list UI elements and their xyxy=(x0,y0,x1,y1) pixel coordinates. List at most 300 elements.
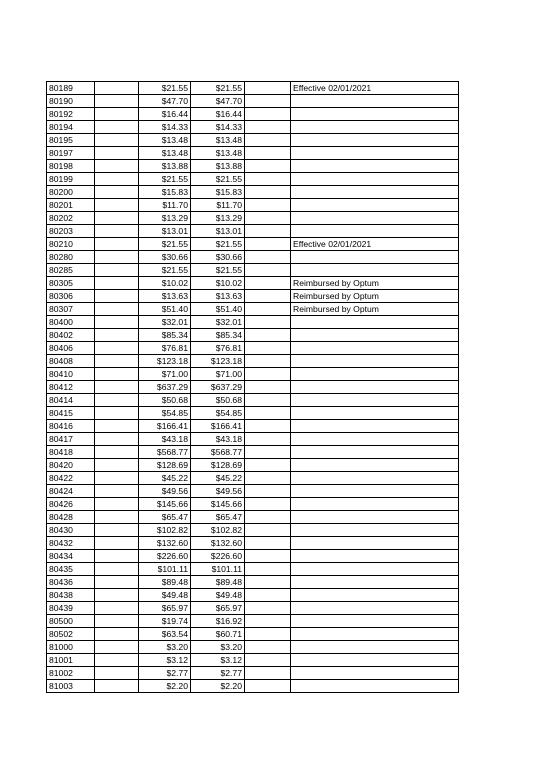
procedure-code-cell: 80436 xyxy=(47,576,95,589)
procedure-code-cell: 80195 xyxy=(47,134,95,147)
allowed-amount-cell: $3.20 xyxy=(191,641,245,654)
table-row xyxy=(47,589,459,602)
procedure-code-cell: 80420 xyxy=(47,459,95,472)
empty-cell xyxy=(245,589,291,602)
note-cell: Effective 02/01/2021 xyxy=(291,82,459,95)
empty-cell xyxy=(95,576,139,589)
empty-cell xyxy=(95,160,139,173)
procedure-code-cell: 80422 xyxy=(47,472,95,485)
note-cell xyxy=(291,667,459,680)
allowed-amount-cell: $13.88 xyxy=(191,160,245,173)
fee-amount-cell: $21.55 xyxy=(139,238,191,251)
fee-amount-cell: $145.66 xyxy=(139,498,191,511)
procedure-code-cell: 80414 xyxy=(47,394,95,407)
allowed-amount-cell: $13.01 xyxy=(191,225,245,238)
empty-cell xyxy=(95,459,139,472)
procedure-code-cell: 80199 xyxy=(47,173,95,186)
empty-cell xyxy=(245,485,291,498)
empty-cell xyxy=(245,108,291,121)
allowed-amount-cell: $145.66 xyxy=(191,498,245,511)
procedure-code-cell: 80402 xyxy=(47,329,95,342)
empty-cell xyxy=(245,524,291,537)
note-cell xyxy=(291,342,459,355)
empty-cell xyxy=(95,563,139,576)
empty-cell xyxy=(95,589,139,602)
note-cell xyxy=(291,225,459,238)
fee-amount-cell: $166.41 xyxy=(139,420,191,433)
note-cell xyxy=(291,511,459,524)
empty-cell xyxy=(95,82,139,95)
table-row xyxy=(47,407,459,420)
allowed-amount-cell: $102.82 xyxy=(191,524,245,537)
procedure-code-cell: 80438 xyxy=(47,589,95,602)
note-cell xyxy=(291,134,459,147)
empty-cell xyxy=(95,108,139,121)
empty-cell xyxy=(245,238,291,251)
empty-cell xyxy=(95,147,139,160)
fee-schedule-body xyxy=(47,82,459,693)
allowed-amount-cell: $47.70 xyxy=(191,95,245,108)
procedure-code-cell: 80201 xyxy=(47,199,95,212)
fee-amount-cell: $14.33 xyxy=(139,121,191,134)
note-cell: Reimbursed by Optum xyxy=(291,303,459,316)
fee-amount-cell: $2.77 xyxy=(139,667,191,680)
fee-amount-cell: $47.70 xyxy=(139,95,191,108)
note-cell xyxy=(291,212,459,225)
procedure-code-cell: 80430 xyxy=(47,524,95,537)
procedure-code-cell: 80439 xyxy=(47,602,95,615)
procedure-code-cell: 80307 xyxy=(47,303,95,316)
allowed-amount-cell: $13.48 xyxy=(191,147,245,160)
empty-cell xyxy=(245,498,291,511)
table-row xyxy=(47,459,459,472)
allowed-amount-cell: $2.77 xyxy=(191,667,245,680)
allowed-amount-cell: $16.44 xyxy=(191,108,245,121)
procedure-code-cell: 80416 xyxy=(47,420,95,433)
procedure-code-cell: 80434 xyxy=(47,550,95,563)
empty-cell xyxy=(245,186,291,199)
empty-cell xyxy=(245,602,291,615)
table-row xyxy=(47,511,459,524)
table-row xyxy=(47,212,459,225)
fee-amount-cell: $76.81 xyxy=(139,342,191,355)
allowed-amount-cell: $45.22 xyxy=(191,472,245,485)
allowed-amount-cell: $10.02 xyxy=(191,277,245,290)
empty-cell xyxy=(95,641,139,654)
table-row xyxy=(47,342,459,355)
empty-cell xyxy=(245,160,291,173)
procedure-code-cell: 80202 xyxy=(47,212,95,225)
empty-cell xyxy=(95,95,139,108)
fee-amount-cell: $30.66 xyxy=(139,251,191,264)
fee-amount-cell: $21.55 xyxy=(139,264,191,277)
empty-cell xyxy=(245,303,291,316)
allowed-amount-cell: $71.00 xyxy=(191,368,245,381)
empty-cell xyxy=(245,277,291,290)
table-row xyxy=(47,680,459,693)
procedure-code-cell: 81001 xyxy=(47,654,95,667)
procedure-code-cell: 80306 xyxy=(47,290,95,303)
fee-amount-cell: $49.48 xyxy=(139,589,191,602)
empty-cell xyxy=(95,173,139,186)
empty-cell xyxy=(245,394,291,407)
empty-cell xyxy=(95,342,139,355)
note-cell: Reimbursed by Optum xyxy=(291,277,459,290)
empty-cell xyxy=(245,628,291,641)
empty-cell xyxy=(245,251,291,264)
allowed-amount-cell: $85.34 xyxy=(191,329,245,342)
allowed-amount-cell: $32.01 xyxy=(191,316,245,329)
procedure-code-cell: 80410 xyxy=(47,368,95,381)
fee-amount-cell: $128.69 xyxy=(139,459,191,472)
empty-cell xyxy=(95,472,139,485)
fee-amount-cell: $54.85 xyxy=(139,407,191,420)
allowed-amount-cell: $21.55 xyxy=(191,238,245,251)
note-cell xyxy=(291,121,459,134)
procedure-code-cell: 80192 xyxy=(47,108,95,121)
empty-cell xyxy=(95,498,139,511)
empty-cell xyxy=(95,420,139,433)
note-cell xyxy=(291,381,459,394)
table-row xyxy=(47,472,459,485)
empty-cell xyxy=(245,290,291,303)
note-cell xyxy=(291,446,459,459)
fee-amount-cell: $10.02 xyxy=(139,277,191,290)
note-cell xyxy=(291,654,459,667)
allowed-amount-cell: $128.69 xyxy=(191,459,245,472)
fee-amount-cell: $85.34 xyxy=(139,329,191,342)
table-row xyxy=(47,498,459,511)
fee-amount-cell: $45.22 xyxy=(139,472,191,485)
note-cell xyxy=(291,680,459,693)
empty-cell xyxy=(95,225,139,238)
note-cell xyxy=(291,615,459,628)
empty-cell xyxy=(95,251,139,264)
empty-cell xyxy=(95,524,139,537)
procedure-code-cell: 80415 xyxy=(47,407,95,420)
note-cell xyxy=(291,602,459,615)
table-row xyxy=(47,576,459,589)
fee-schedule-table xyxy=(46,81,459,693)
empty-cell xyxy=(245,225,291,238)
fee-amount-cell: $65.47 xyxy=(139,511,191,524)
fee-amount-cell: $13.48 xyxy=(139,134,191,147)
note-cell xyxy=(291,186,459,199)
allowed-amount-cell: $13.29 xyxy=(191,212,245,225)
fee-amount-cell: $568.77 xyxy=(139,446,191,459)
table-row xyxy=(47,147,459,160)
table-row xyxy=(47,368,459,381)
allowed-amount-cell: $132.60 xyxy=(191,537,245,550)
empty-cell xyxy=(245,95,291,108)
empty-cell xyxy=(245,82,291,95)
empty-cell xyxy=(245,511,291,524)
allowed-amount-cell: $568.77 xyxy=(191,446,245,459)
fee-amount-cell: $51.40 xyxy=(139,303,191,316)
empty-cell xyxy=(95,186,139,199)
empty-cell xyxy=(245,446,291,459)
note-cell xyxy=(291,563,459,576)
empty-cell xyxy=(245,680,291,693)
table-row xyxy=(47,251,459,264)
table-row xyxy=(47,615,459,628)
empty-cell xyxy=(245,550,291,563)
empty-cell xyxy=(95,511,139,524)
allowed-amount-cell: $16.92 xyxy=(191,615,245,628)
procedure-code-cell: 80432 xyxy=(47,537,95,550)
empty-cell xyxy=(95,680,139,693)
table-row xyxy=(47,654,459,667)
empty-cell xyxy=(95,355,139,368)
allowed-amount-cell: $13.63 xyxy=(191,290,245,303)
table-row xyxy=(47,186,459,199)
table-row xyxy=(47,173,459,186)
fee-amount-cell: $13.01 xyxy=(139,225,191,238)
procedure-code-cell: 80426 xyxy=(47,498,95,511)
note-cell xyxy=(291,329,459,342)
allowed-amount-cell: $3.12 xyxy=(191,654,245,667)
procedure-code-cell: 80417 xyxy=(47,433,95,446)
empty-cell xyxy=(245,212,291,225)
allowed-amount-cell: $13.48 xyxy=(191,134,245,147)
allowed-amount-cell: $21.55 xyxy=(191,82,245,95)
table-row xyxy=(47,641,459,654)
allowed-amount-cell: $2.20 xyxy=(191,680,245,693)
note-cell xyxy=(291,524,459,537)
procedure-code-cell: 80435 xyxy=(47,563,95,576)
table-row xyxy=(47,199,459,212)
allowed-amount-cell: $60.71 xyxy=(191,628,245,641)
empty-cell xyxy=(95,407,139,420)
empty-cell xyxy=(245,121,291,134)
empty-cell xyxy=(95,394,139,407)
note-cell xyxy=(291,316,459,329)
allowed-amount-cell: $49.48 xyxy=(191,589,245,602)
empty-cell xyxy=(245,654,291,667)
allowed-amount-cell: $49.56 xyxy=(191,485,245,498)
note-cell xyxy=(291,394,459,407)
procedure-code-cell: 80200 xyxy=(47,186,95,199)
fee-amount-cell: $32.01 xyxy=(139,316,191,329)
allowed-amount-cell: $21.55 xyxy=(191,173,245,186)
empty-cell xyxy=(95,654,139,667)
note-cell xyxy=(291,589,459,602)
note-cell xyxy=(291,537,459,550)
empty-cell xyxy=(95,381,139,394)
table-row xyxy=(47,108,459,121)
procedure-code-cell: 80305 xyxy=(47,277,95,290)
fee-amount-cell: $71.00 xyxy=(139,368,191,381)
note-cell xyxy=(291,160,459,173)
empty-cell xyxy=(245,576,291,589)
procedure-code-cell: 80210 xyxy=(47,238,95,251)
table-row xyxy=(47,628,459,641)
procedure-code-cell: 80418 xyxy=(47,446,95,459)
allowed-amount-cell: $15.83 xyxy=(191,186,245,199)
note-cell xyxy=(291,264,459,277)
allowed-amount-cell: $50.68 xyxy=(191,394,245,407)
empty-cell xyxy=(95,628,139,641)
fee-amount-cell: $43.18 xyxy=(139,433,191,446)
allowed-amount-cell: $76.81 xyxy=(191,342,245,355)
fee-amount-cell: $50.68 xyxy=(139,394,191,407)
fee-amount-cell: $21.55 xyxy=(139,173,191,186)
table-row xyxy=(47,550,459,563)
empty-cell xyxy=(95,121,139,134)
empty-cell xyxy=(245,472,291,485)
fee-amount-cell: $65.97 xyxy=(139,602,191,615)
empty-cell xyxy=(245,407,291,420)
note-cell xyxy=(291,628,459,641)
table-row xyxy=(47,316,459,329)
fee-amount-cell: $19.74 xyxy=(139,615,191,628)
empty-cell xyxy=(95,368,139,381)
empty-cell xyxy=(245,667,291,680)
empty-cell xyxy=(95,602,139,615)
procedure-code-cell: 80400 xyxy=(47,316,95,329)
empty-cell xyxy=(95,667,139,680)
note-cell xyxy=(291,368,459,381)
procedure-code-cell: 80189 xyxy=(47,82,95,95)
table-row xyxy=(47,303,459,316)
note-cell xyxy=(291,550,459,563)
empty-cell xyxy=(245,420,291,433)
allowed-amount-cell: $21.55 xyxy=(191,264,245,277)
fee-amount-cell: $15.83 xyxy=(139,186,191,199)
empty-cell xyxy=(95,329,139,342)
empty-cell xyxy=(95,433,139,446)
procedure-code-cell: 80194 xyxy=(47,121,95,134)
allowed-amount-cell: $30.66 xyxy=(191,251,245,264)
note-cell xyxy=(291,485,459,498)
allowed-amount-cell: $166.41 xyxy=(191,420,245,433)
table-row xyxy=(47,602,459,615)
table-row xyxy=(47,225,459,238)
table-row xyxy=(47,238,459,251)
table-row xyxy=(47,160,459,173)
procedure-code-cell: 80502 xyxy=(47,628,95,641)
empty-cell xyxy=(245,563,291,576)
note-cell xyxy=(291,95,459,108)
table-row xyxy=(47,82,459,95)
empty-cell xyxy=(245,368,291,381)
note-cell xyxy=(291,108,459,121)
table-row xyxy=(47,433,459,446)
table-row xyxy=(47,355,459,368)
procedure-code-cell: 80424 xyxy=(47,485,95,498)
empty-cell xyxy=(95,290,139,303)
table-row xyxy=(47,277,459,290)
empty-cell xyxy=(245,381,291,394)
empty-cell xyxy=(245,264,291,277)
empty-cell xyxy=(245,459,291,472)
procedure-code-cell: 80408 xyxy=(47,355,95,368)
fee-amount-cell: $13.63 xyxy=(139,290,191,303)
note-cell xyxy=(291,355,459,368)
note-cell xyxy=(291,472,459,485)
note-cell xyxy=(291,251,459,264)
allowed-amount-cell: $51.40 xyxy=(191,303,245,316)
fee-amount-cell: $2.20 xyxy=(139,680,191,693)
procedure-code-cell: 80280 xyxy=(47,251,95,264)
note-cell xyxy=(291,459,459,472)
fee-amount-cell: $16.44 xyxy=(139,108,191,121)
procedure-code-cell: 80198 xyxy=(47,160,95,173)
procedure-code-cell: 80203 xyxy=(47,225,95,238)
empty-cell xyxy=(245,433,291,446)
note-cell: Effective 02/01/2021 xyxy=(291,238,459,251)
empty-cell xyxy=(245,329,291,342)
empty-cell xyxy=(95,134,139,147)
note-cell xyxy=(291,420,459,433)
procedure-code-cell: 80285 xyxy=(47,264,95,277)
procedure-code-cell: 80500 xyxy=(47,615,95,628)
allowed-amount-cell: $89.48 xyxy=(191,576,245,589)
empty-cell xyxy=(245,316,291,329)
empty-cell xyxy=(95,277,139,290)
procedure-code-cell: 80190 xyxy=(47,95,95,108)
note-cell xyxy=(291,498,459,511)
empty-cell xyxy=(95,303,139,316)
table-row xyxy=(47,121,459,134)
empty-cell xyxy=(245,147,291,160)
procedure-code-cell: 80428 xyxy=(47,511,95,524)
empty-cell xyxy=(95,212,139,225)
allowed-amount-cell: $14.33 xyxy=(191,121,245,134)
table-row xyxy=(47,264,459,277)
empty-cell xyxy=(245,199,291,212)
note-cell xyxy=(291,173,459,186)
table-row xyxy=(47,537,459,550)
procedure-code-cell: 81002 xyxy=(47,667,95,680)
fee-amount-cell: $63.54 xyxy=(139,628,191,641)
note-cell xyxy=(291,576,459,589)
empty-cell xyxy=(245,173,291,186)
fee-amount-cell: $13.48 xyxy=(139,147,191,160)
allowed-amount-cell: $43.18 xyxy=(191,433,245,446)
fee-amount-cell: $89.48 xyxy=(139,576,191,589)
allowed-amount-cell: $54.85 xyxy=(191,407,245,420)
fee-amount-cell: $3.12 xyxy=(139,654,191,667)
note-cell xyxy=(291,147,459,160)
procedure-code-cell: 80406 xyxy=(47,342,95,355)
table-row xyxy=(47,420,459,433)
fee-amount-cell: $11.70 xyxy=(139,199,191,212)
procedure-code-cell: 80412 xyxy=(47,381,95,394)
fee-amount-cell: $3.20 xyxy=(139,641,191,654)
empty-cell xyxy=(245,355,291,368)
allowed-amount-cell: $101.11 xyxy=(191,563,245,576)
empty-cell xyxy=(245,342,291,355)
allowed-amount-cell: $65.97 xyxy=(191,602,245,615)
fee-amount-cell: $13.88 xyxy=(139,160,191,173)
fee-amount-cell: $13.29 xyxy=(139,212,191,225)
note-cell xyxy=(291,407,459,420)
empty-cell xyxy=(95,199,139,212)
table-row xyxy=(47,381,459,394)
note-cell xyxy=(291,641,459,654)
empty-cell xyxy=(95,537,139,550)
empty-cell xyxy=(245,537,291,550)
fee-amount-cell: $226.60 xyxy=(139,550,191,563)
empty-cell xyxy=(95,446,139,459)
table-row xyxy=(47,524,459,537)
empty-cell xyxy=(95,550,139,563)
table-row xyxy=(47,329,459,342)
allowed-amount-cell: $65.47 xyxy=(191,511,245,524)
note-cell xyxy=(291,199,459,212)
empty-cell xyxy=(245,134,291,147)
